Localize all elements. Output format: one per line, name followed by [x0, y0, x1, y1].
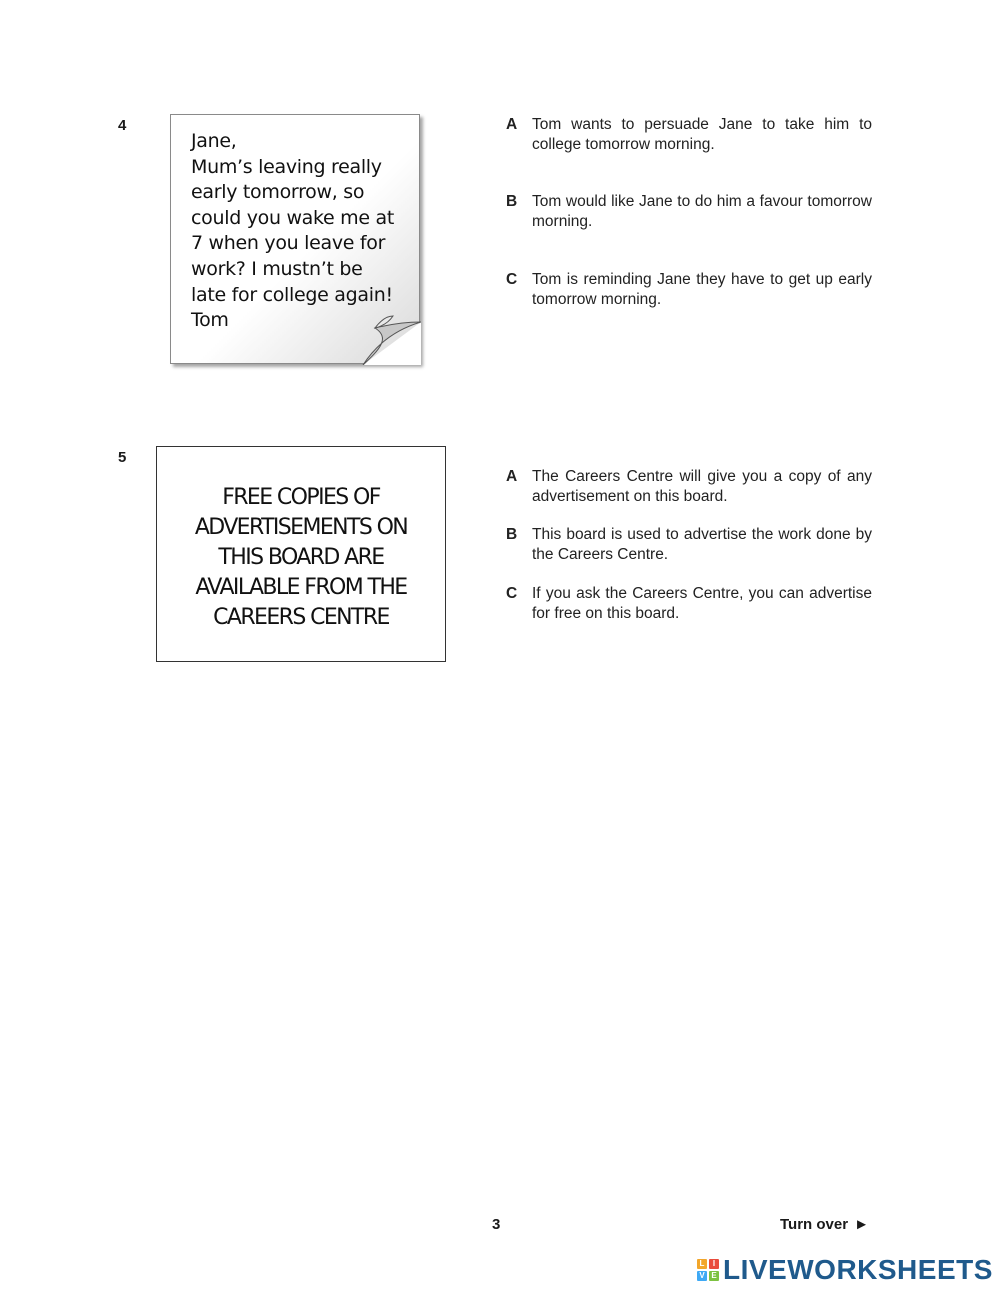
note-line: Mum’s leaving really [191, 155, 382, 178]
answer-option-a[interactable] [506, 467, 872, 506]
sign-line: ADVERTISEMENTS ON [194, 515, 408, 540]
option-text: Tom would like Jane to do him a favour tomorrow morning. [532, 193, 872, 230]
liveworksheets-logo [697, 1253, 993, 1287]
sign-line: AVAILABLE FROM THE [195, 575, 407, 600]
sign-line: CAREERS CENTRE [213, 605, 389, 630]
page-curl-icon [361, 310, 421, 365]
turn-over-text: Turn over [780, 1216, 849, 1233]
option-text: The Careers Centre will give you a copy of any advertisement on this board. [532, 468, 872, 505]
sign-line: THIS BOARD ARE [218, 545, 384, 570]
sign-text [157, 483, 445, 633]
question-number: 5 [118, 449, 127, 466]
option-text: Tom is reminding Jane they have to get up early tomorrow morning. [532, 271, 872, 308]
logo-grid-cell: L [697, 1259, 707, 1269]
note-line: work? I mustn’t be [191, 257, 363, 280]
logo-grid-cell: I [709, 1259, 719, 1269]
answer-option-a[interactable] [506, 115, 872, 154]
question-number: 4 [118, 117, 127, 134]
option-letter: C [506, 271, 518, 288]
answer-option-c[interactable] [506, 584, 872, 623]
note-line: Tom [191, 309, 229, 332]
notice-sign [156, 446, 446, 662]
logo-grid-icon [697, 1259, 719, 1281]
logo-grid-cell: E [709, 1271, 719, 1281]
option-letter: B [506, 526, 518, 543]
note-line: Jane, [191, 130, 237, 152]
right-triangle-icon: ► [854, 1216, 869, 1233]
answer-option-b[interactable] [506, 192, 872, 231]
option-text: This board is used to advertise the work done by the Careers Centre. [532, 526, 872, 563]
note-line: late for college again! [191, 283, 393, 306]
option-letter: C [506, 585, 518, 602]
turn-over-label [780, 1216, 869, 1233]
sticky-note [170, 114, 420, 364]
note-line: 7 when you leave for [191, 232, 386, 255]
sign-line: FREE COPIES OF [222, 485, 380, 510]
option-text: If you ask the Careers Centre, you can advertise for free on this board. [532, 585, 872, 622]
option-letter: A [506, 468, 518, 485]
note-text [191, 129, 416, 334]
answer-option-b[interactable] [506, 525, 872, 564]
note-line: early tomorrow, so [191, 181, 365, 204]
note-line: could you wake me at [191, 206, 395, 229]
logo-text: LIVEWORKSHEETS [723, 1254, 993, 1285]
option-text: Tom wants to persuade Jane to take him to college tomorrow morning. [532, 116, 872, 153]
option-letter: B [506, 193, 518, 210]
page-number: 3 [492, 1216, 501, 1233]
option-letter: A [506, 116, 518, 133]
answer-option-c[interactable] [506, 270, 872, 309]
logo-grid-cell: V [697, 1271, 707, 1281]
